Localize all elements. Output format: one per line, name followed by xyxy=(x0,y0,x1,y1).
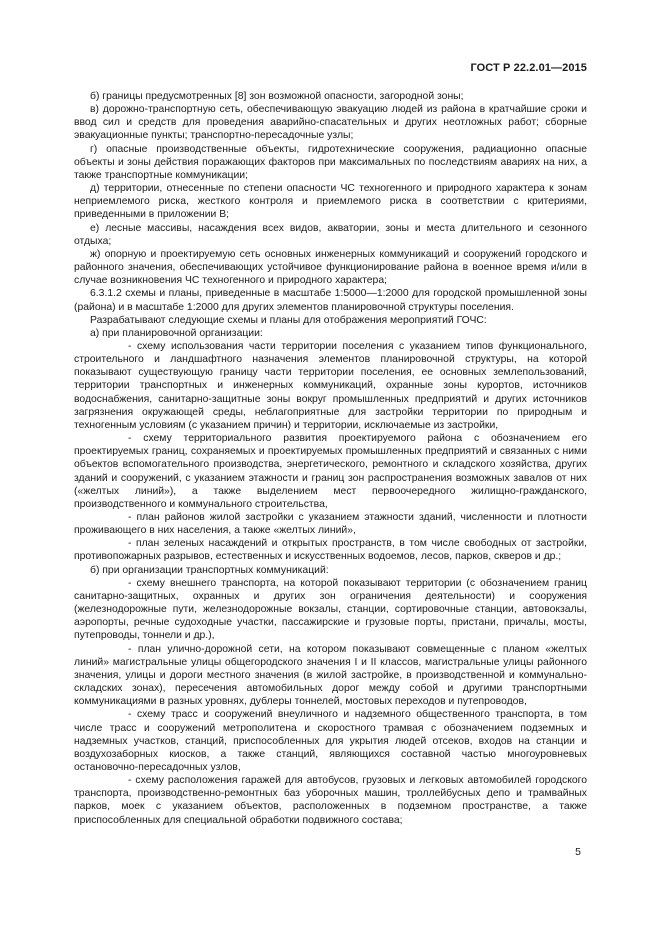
document-header: ГОСТ Р 22.2.01—2015 xyxy=(470,62,587,74)
document-body xyxy=(74,90,587,827)
paragraph: е) лесные массивы, насаждения всех видов, акватории, зоны и места длительного и сезонного отдыха; xyxy=(74,222,587,247)
paragraph: б) границы предусмотренных [8] зон возможной опасности, загородной зоны; xyxy=(90,91,464,102)
paragraph: - схему трасс и сооружений внеуличного и надземного общественного транспорта, в том числе трасс и сооружений метрополитена и скоростного трамвая с обозначением подземных и надземных участков, станций, приспособленных для укрытия людей отсеков, входов на станции и воздухозаборных киосков, а также станций, являющихся составной частью многоуровневых остановочно-пересадочных узлов, xyxy=(74,709,587,773)
page-number: 5 xyxy=(575,846,581,858)
paragraph: д) территории, отнесенные по степени опасности ЧС техногенного и природного характера к зонам неприемлемого риска, жесткого контроля и приемлемого риска в соответствии с критериями, приведенными в приложении В; xyxy=(74,183,587,221)
paragraph: г) опасные производственные объекты, гидротехнические сооружения, радиационно опасные объекты и зоны действия поражающих факторов при максимальных по последствиям авариях на них, а также транспортные коммуникации; xyxy=(74,143,587,181)
paragraph: - план районов жилой застройки с указанием этажности зданий, численности и плотности проживающего в них населения, а также «желтых линий», xyxy=(74,512,587,537)
paragraph: в) дорожно-транспортную сеть, обеспечивающую эвакуацию людей из района в кратчайшие сроки и ввод сил и средств для проведения аварийно-спасательных и других неотложных работ; сборные эвакуационные пункты; транспортно-пересадочные узлы; xyxy=(74,104,587,142)
paragraph: - схему территориального развития проектируемого района с обозначением его проектируемых границ, сохраняемых и проектируемых промышленных предприятий и связанных с ними объектов вспомогательного производства, энергетического, ремонтного и складского хозяйства, других зданий и сооружений, с указанием этажности и границ зон распространения возможных завалов от них («желтых линий»), а также выделением мест первоочередного жилищно-гражданского, производственного и коммунального строительства, xyxy=(74,433,587,510)
paragraph: - план улично-дорожной сети, на котором показывают совмещенные с планом «желтых линий» магистральные улицы общегородского значения I и II классов, магистральные улицы районного значения, улицы и дороги местного значения (в жилой застройке, в производственной и коммунально-складских зонах), пересечения автомобильных дорог между собой и другими транспортными коммуникациями в разных уровнях, дублеры тоннелей, мостовых переходов и путепроводов, xyxy=(74,643,587,708)
paragraph: а) при планировочной организации: xyxy=(90,327,263,339)
paragraph: - схему расположения гаражей для автобусов, грузовых и легковых автомобилей городского транспорта, производственно-ремонтных баз уборочных машин, троллейбусных депо и трамвайных парков, моек с указанием объектов, расположенных в подземном пространстве, а также приспособленных для специальной обработки подвижного состава; xyxy=(74,775,587,826)
paragraph: 6.3.1.2 схемы и планы, приведенные в масштабе 1:5000—1:2000 для городской промышленной зоны (района) и в масштабе 1:2000 для других элементов планировочной структуры поселения. xyxy=(74,288,587,313)
paragraph: - план зеленых насаждений и открытых пространств, в том числе свободных от застройки, противопожарных разрывов, естественных и искусственных водоемов, лесов, парков, скверов и др.; xyxy=(74,538,587,563)
paragraph: - схему внешнего транспорта, на которой показывают территории (с обозначением границ санитарно-защитных, охранных и других зон ограничения деятельности) и сооружения (железнодорожные пути, железнодорожные вокзалы, станции, сортировочные станции, автовокзалы, аэропорты, речные судоходные участки, пассажирские и грузовые порты, пристани, причалы, мосты, путепроводы, тоннели и др.), xyxy=(74,577,587,642)
paragraph: ж) опорную и проектируемую сеть основных инженерных коммуникаций и сооружений городского и районного значения, обеспечивающих устойчивое функционирование района в военное время и/или в случае возникновения ЧС техногенного и природного характера; xyxy=(74,248,587,287)
paragraph: б) при организации транспортных коммуникаций: xyxy=(90,564,329,576)
paragraph: - схему использования части территории поселения с указанием типов функционального, строительного и ландшафтного назначения элементов планировочной структуры, на которой показывают существующую границу части территории поселения, ее основных землепользований, территории транспортных и инженерных коммуникаций, охранные зоны курортов, источников водоснабжения, санитарно-защитные зоны вокруг промышленных предприятий и других источников загрязнения окружающей среды, неблагоприятные для застройки территории по природным и техногенным условиям (с указанием причин) и территории, исключаемые из застройки, xyxy=(74,340,587,431)
paragraph: Разрабатывают следующие схемы и планы для отображения мероприятий ГОЧС: xyxy=(90,314,487,326)
